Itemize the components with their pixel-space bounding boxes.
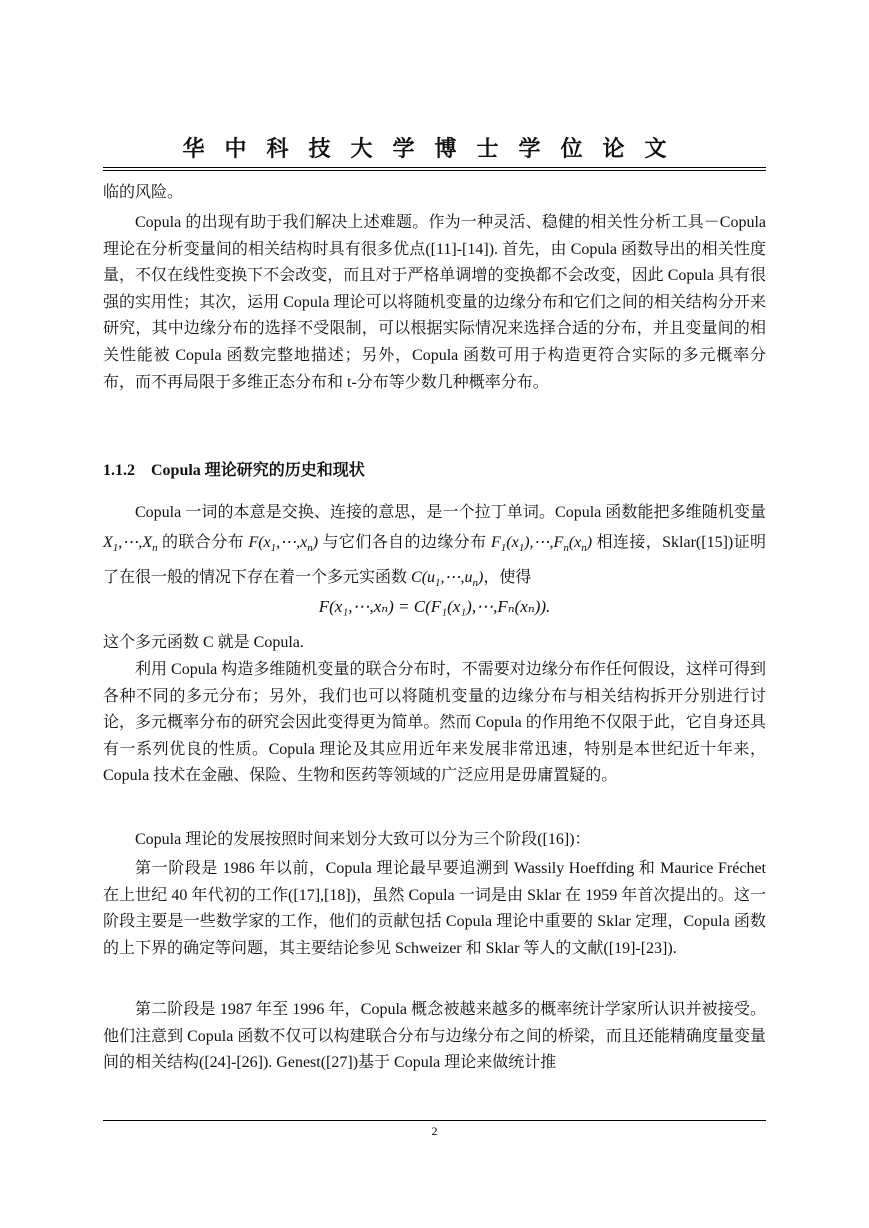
math-marginals: $F_1(x_1),\cdots,F_n(x_n)$ <box>486 534 597 555</box>
math-X-list: $X_1,\cdots,X_n$ <box>103 534 158 555</box>
paragraph-8: 第二阶段是 1987 年至 1996 年，Copula 概念被越来越多的概率统计学家所认识并被接受。他们注意到 Copula 函数不仅可以构建联合分布与边缘分布之间的桥梁，而且还能精确度量变量间的相关结构([24]-[26]). Genest([27])基于 Copula 理论来做统计推 <box>103 1001 766 1072</box>
paragraph-1: 临的风险。 <box>103 184 184 201</box>
section-heading <box>103 457 766 480</box>
section-title: Copula 理论研究的历史和现状 <box>151 462 365 479</box>
footer-rule <box>103 1120 766 1121</box>
paragraph-3-part-d: 相连接，Sklar([15])证明了在很一般的情况下存在着一个多元实函数 <box>103 534 767 587</box>
paragraph-3-part-c: 与它们各自的边缘分布 <box>322 534 487 551</box>
math-C-function: $C(u_1,\cdots,u_n)$ <box>407 569 484 590</box>
sklar-formula: F(x₁,⋯,xₙ) = C(F₁(x₁),⋯,Fₙ(xₙ)). <box>318 597 551 616</box>
paragraph-3-part-e: ，使得 <box>483 569 532 587</box>
paragraph-3 <box>103 498 766 598</box>
paragraph-3-part-b: 的联合分布 <box>161 534 245 551</box>
paragraph-2: Copula 的出现有助于我们解决上述难题。作为一种灵活、稳健的相关性分析工具－Copula 理论在分析变量间的相关结构时具有很多优点([11]-[14]). 首先，由 Copula 函数导出的相关性度量，不仅在线性变换下不会改变，而且对于严格单调增的变换都不会改变，因此 Copula 具有很强的实用性；其次，运用 Copula 理论可以将随机变量的边缘分布和它们之间的相关结构分开来研究，其中边缘分布的选择不受限制，可以根据实际情况来选择合适的分布，并且变量间的相关性能被 Copula 函数完整地描述；另外，Copula 函数可用于构造更符合实际的多元概率分布，而不再局限于多维正态分布和 t-分布等少数几种概率分布。 <box>103 214 766 391</box>
math-joint-F: $F(x_1,\cdots,x_n)$ <box>244 534 323 555</box>
paragraph-7: 第一阶段是 1986 年以前，Copula 理论最早要追溯到 Wassily Hoeffding 和 Maurice Fréchet 在上世纪 40 年代初的工作([17],[18])，虽然 Copula 一词是由 Sklar 在 1959 年首次提出的。这一阶段主要是一些数学家的工作，他们的贡献包括 Copula 理论中重要的 Sklar 定理，Copula 函数的上下界的确定等问题，其主要结论参见 Schweizer 和 Sklar 等人的文献([19]-[23]). <box>103 860 766 957</box>
header-rule <box>103 167 766 168</box>
page-header-title: 华中科技大学博士学位论文 <box>182 137 687 162</box>
header-rule-secondary <box>103 170 766 171</box>
paragraph-3-part-a: Copula 一词的本意是交换、连接的意思，是一个拉丁单词。Copula 函数能把多维随机变量 <box>135 504 766 521</box>
section-number: 1.1.2 <box>103 462 135 479</box>
paragraph-6: Copula 理论的发展按照时间来划分大致可以分为三个阶段([16])： <box>135 831 591 848</box>
paragraph-4: 这个多元函数 C 就是 Copula. <box>103 634 304 651</box>
paragraph-5: 利用 Copula 构造多维随机变量的联合分布时，不需要对边缘分布作任何假设，这样可得到各种不同的多元分布；另外，我们也可以将随机变量的边缘分布与相关结构拆开分别进行讨论，多元概率分布的研究会因此变得更为简单。然而 Copula 的作用绝不仅限于此，它自身还具有一系列优良的性质。Copula 理论及其应用近年来发展非常迅速，特别是本世纪近十年来，Copula 技术在金融、保险、生物和医药等领域的广泛应用是毋庸置疑的。 <box>103 661 766 785</box>
page-number: 2 <box>431 1124 438 1138</box>
